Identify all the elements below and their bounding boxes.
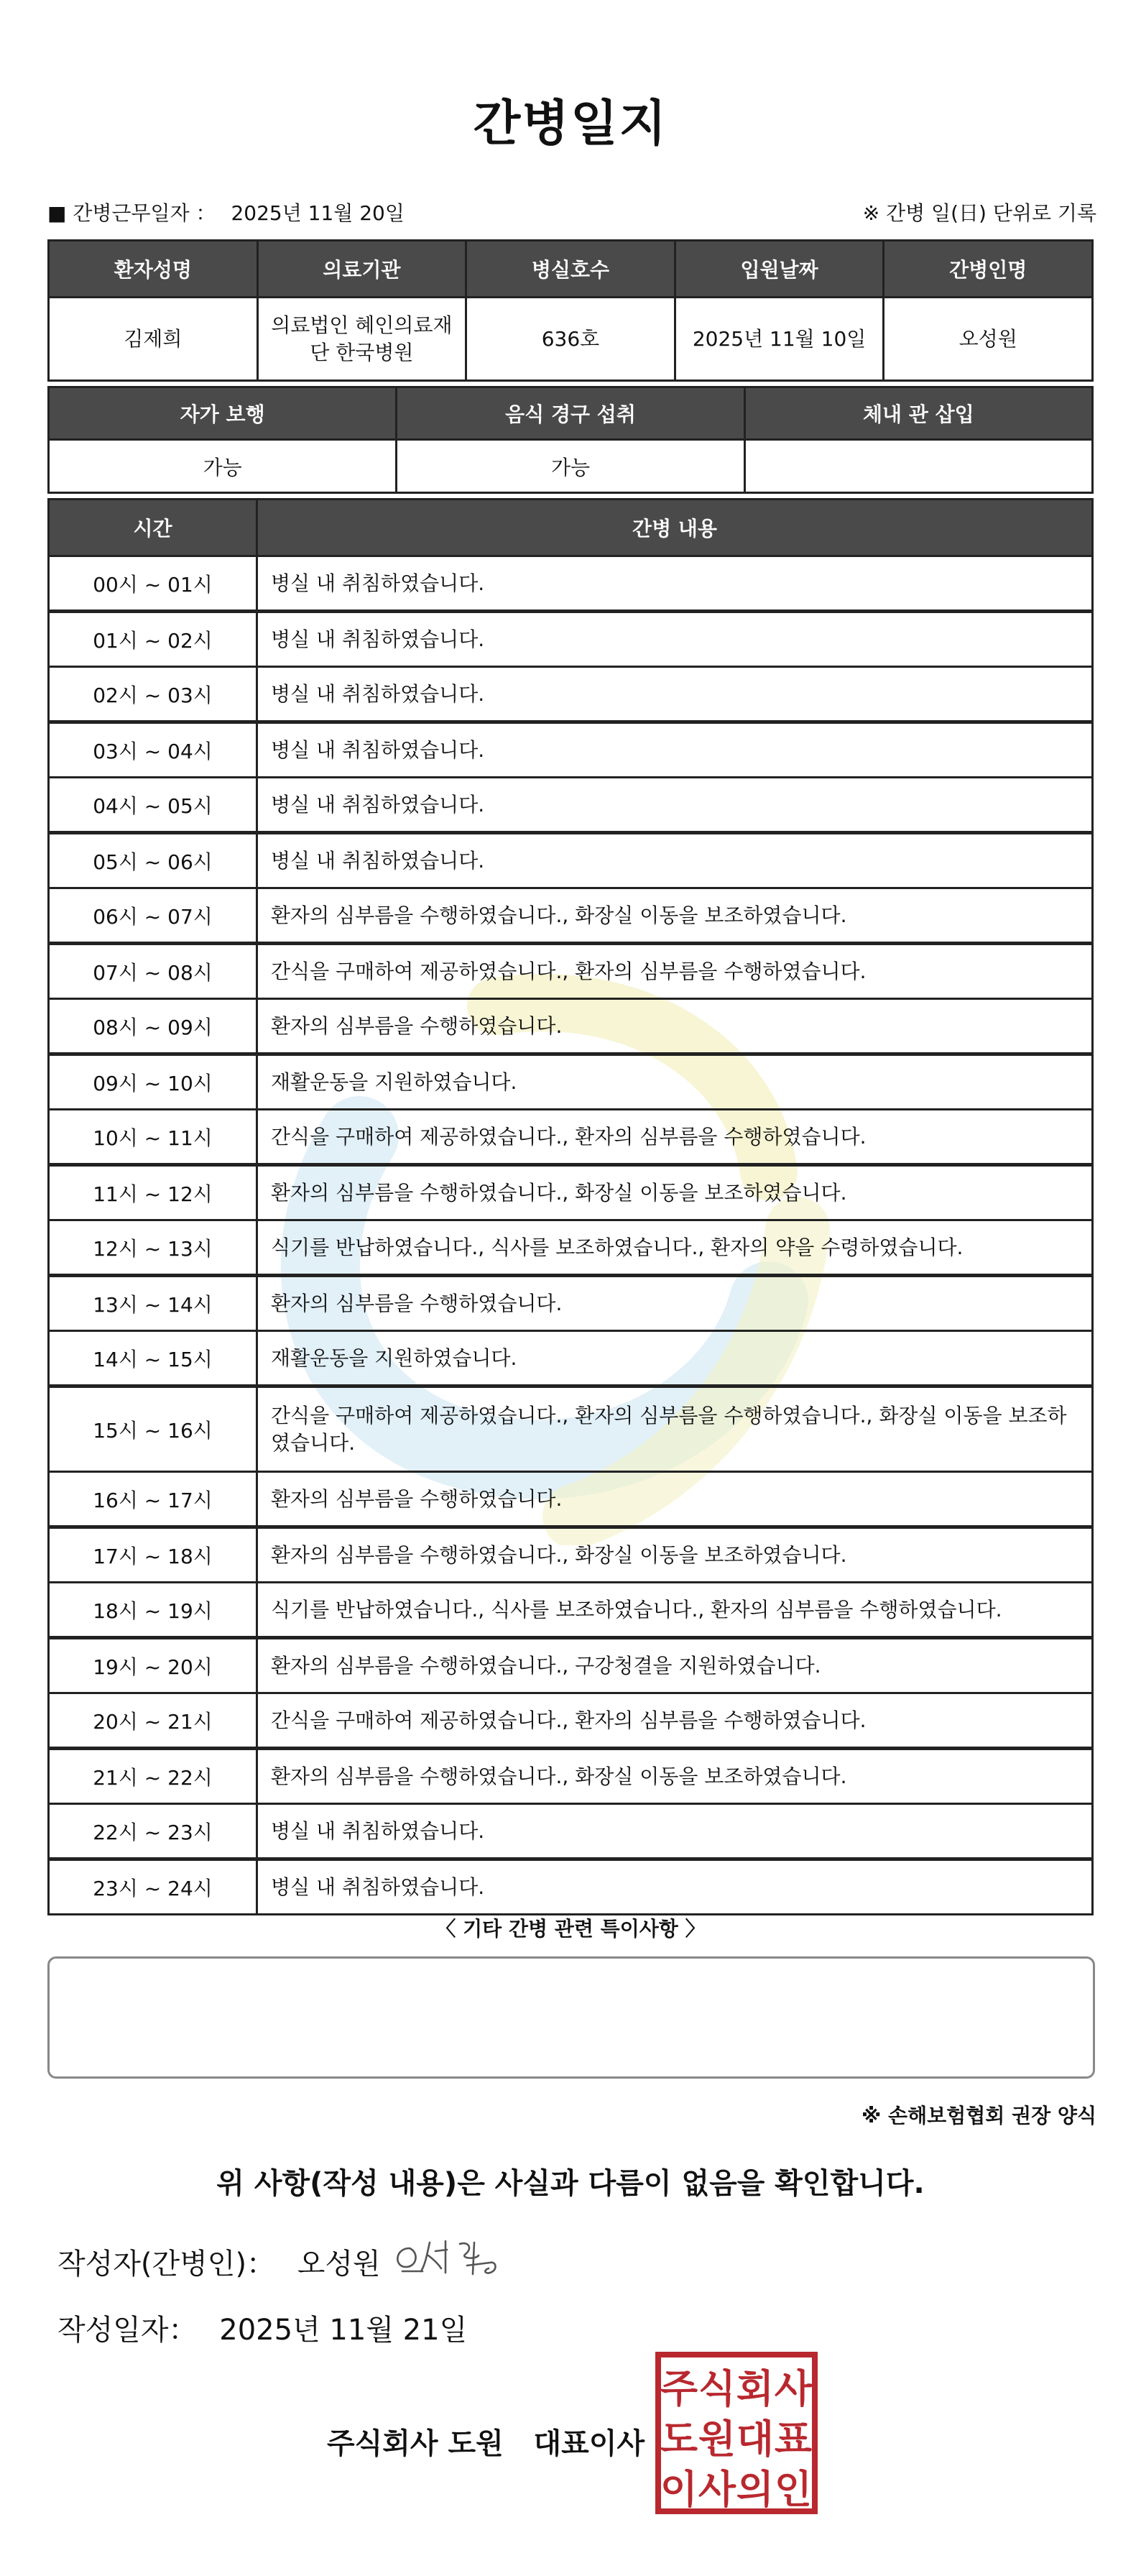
company-representative: 주식회사 도원 대표이사: [327, 2427, 645, 2460]
log-content: 환자의 심부름을 수행하였습니다., 화장실 이동을 보조하였습니다.: [257, 1749, 1093, 1804]
log-content: 환자의 심부름을 수행하였습니다., 화장실 이동을 보조하였습니다.: [257, 1527, 1093, 1583]
table-row: [49, 944, 1093, 999]
log-content: 재활운동을 지원하였습니다.: [257, 1054, 1093, 1110]
log-time: 15시 ~ 16시: [49, 1386, 257, 1472]
log-time: 13시 ~ 14시: [49, 1276, 257, 1331]
remarks-title: 〈 기타 간병 관련 특이사항 〉: [435, 1917, 706, 1941]
table-row: [49, 556, 1093, 612]
table-row: [49, 1749, 1093, 1804]
log-time: 08시 ~ 09시: [49, 999, 257, 1054]
header-admission-date: 입원날짜: [675, 241, 884, 298]
company-seal-stamp: [654, 2350, 819, 2516]
log-time: 07시 ~ 08시: [49, 944, 257, 999]
log-time: 03시 ~ 04시: [49, 722, 257, 778]
tube-insertion-value: [744, 440, 1092, 493]
seal-character: 식: [698, 2366, 736, 2411]
ability-header-row: [49, 387, 1093, 440]
written-date-line: [57, 2307, 467, 2348]
header-care-content: 간병 내용: [257, 500, 1093, 556]
table-row: [49, 1276, 1093, 1331]
table-row: [49, 1110, 1093, 1165]
log-time: 22시 ~ 23시: [49, 1804, 257, 1859]
log-content: 환자의 심부름을 수행하였습니다.: [257, 999, 1093, 1054]
patient-info-header-row: [49, 241, 1093, 298]
header-medical-institution: 의료기관: [257, 241, 466, 298]
log-content: 환자의 심부름을 수행하였습니다.: [257, 1276, 1093, 1331]
handwritten-signature: [388, 2227, 510, 2284]
table-row: [49, 888, 1093, 944]
log-content: 병실 내 취침하였습니다.: [257, 667, 1093, 722]
table-row: [49, 1693, 1093, 1749]
table-row: [49, 1386, 1093, 1472]
log-content: 환자의 심부름을 수행하였습니다.: [257, 1472, 1093, 1527]
room-number: 636호: [466, 298, 675, 381]
table-row: [49, 1638, 1093, 1693]
log-content: 병실 내 취침하였습니다.: [257, 1859, 1093, 1915]
header-tube-insertion: 체내 관 삽입: [744, 387, 1092, 440]
table-row: [49, 778, 1093, 833]
table-row: [49, 722, 1093, 778]
log-header-row: [49, 500, 1093, 556]
unit-note: ※ 간병 일(日) 단위로 기록: [862, 201, 1096, 225]
log-time: 00시 ~ 01시: [49, 556, 257, 612]
log-time: 12시 ~ 13시: [49, 1220, 257, 1276]
seal-character: 대: [736, 2416, 775, 2462]
header-self-walking: 자가 보행: [49, 387, 397, 440]
table-row: [49, 833, 1093, 888]
log-time: 04시 ~ 05시: [49, 778, 257, 833]
recommend-note: ※ 손해보험협회 권장 양식: [861, 2104, 1096, 2128]
table-row: [49, 1859, 1093, 1915]
log-rows: [49, 556, 1093, 1915]
seal-character: 표: [774, 2416, 813, 2462]
log-content: 환자의 심부름을 수행하였습니다., 화장실 이동을 보조하였습니다.: [257, 1165, 1093, 1220]
patient-info-value-row: [49, 298, 1093, 381]
seal-character: 주: [660, 2366, 698, 2411]
seal-character: 원: [698, 2416, 736, 2462]
log-time: 21시 ~ 22시: [49, 1749, 257, 1804]
seal-character: 인: [774, 2467, 813, 2512]
log-content: 식기를 반납하였습니다., 식사를 보조하였습니다., 환자의 약을 수령하였습니다.: [257, 1220, 1093, 1276]
table-row: [49, 612, 1093, 667]
admission-date: 2025년 11월 10일: [675, 298, 884, 381]
log-content: 환자의 심부름을 수행하였습니다., 구강청결을 지원하였습니다.: [257, 1638, 1093, 1693]
log-time: 09시 ~ 10시: [49, 1054, 257, 1110]
table-row: [49, 667, 1093, 722]
log-time: 11시 ~ 12시: [49, 1165, 257, 1220]
ability-value-row: [49, 440, 1093, 493]
patient-info-table: [47, 239, 1094, 382]
log-time: 23시 ~ 24시: [49, 1859, 257, 1915]
table-row: [49, 1472, 1093, 1527]
author-line: [57, 2241, 381, 2282]
log-time: 05시 ~ 06시: [49, 833, 257, 888]
table-row: [49, 1583, 1093, 1638]
log-content: 병실 내 취침하였습니다.: [257, 1804, 1093, 1859]
caregiver-name: 오성원: [884, 298, 1093, 381]
header-patient-name: 환자성명: [49, 241, 258, 298]
table-row: [49, 1220, 1093, 1276]
log-time: 01시 ~ 02시: [49, 612, 257, 667]
table-row: [49, 1331, 1093, 1386]
author-label: 작성자(간병인)：: [57, 2248, 276, 2281]
author-name: 오성원: [297, 2248, 381, 2281]
table-row: [49, 1054, 1093, 1110]
header-time: 시간: [49, 500, 257, 556]
header-room-number: 병실호수: [466, 241, 675, 298]
log-content: 환자의 심부름을 수행하였습니다., 화장실 이동을 보조하였습니다.: [257, 888, 1093, 944]
patient-name: 김제희: [49, 298, 258, 381]
header-oral-intake: 음식 경구 섭취: [397, 387, 744, 440]
table-row: [49, 1165, 1093, 1220]
seal-character: 회: [736, 2366, 775, 2411]
log-time: 18시 ~ 19시: [49, 1583, 257, 1638]
log-content: 간식을 구매하여 제공하였습니다., 환자의 심부름을 수행하였습니다., 화장실 이동을 보조하였습니다.: [257, 1386, 1093, 1472]
header-caregiver-name: 간병인명: [884, 241, 1093, 298]
confirm-statement: 위 사항(작성 내용)은 사실과 다름이 없음을 확인합니다.: [216, 2167, 925, 2200]
work-date: 2025년 11월 20일: [231, 201, 405, 225]
log-content: 식기를 반납하였습니다., 식사를 보조하였습니다., 환자의 심부름을 수행하였습니다.: [257, 1583, 1093, 1638]
seal-character: 사: [698, 2467, 736, 2512]
log-time: 20시 ~ 21시: [49, 1693, 257, 1749]
document-title: 간병일지: [473, 96, 668, 152]
table-row: [49, 1804, 1093, 1859]
self-walking-value: 가능: [49, 440, 397, 493]
log-content: 재활운동을 지원하였습니다.: [257, 1331, 1093, 1386]
log-content: 간식을 구매하여 제공하였습니다., 환자의 심부름을 수행하였습니다.: [257, 1693, 1093, 1749]
table-row: [49, 1527, 1093, 1583]
log-time: 06시 ~ 07시: [49, 888, 257, 944]
seal-character: 의: [736, 2467, 775, 2512]
log-time: 10시 ~ 11시: [49, 1110, 257, 1165]
remarks-box: [47, 1956, 1095, 2079]
written-date: 2025년 11월 21일: [219, 2314, 468, 2347]
work-date-line: [47, 198, 405, 226]
patient-ability-table: [47, 386, 1094, 494]
log-time: 17시 ~ 18시: [49, 1527, 257, 1583]
log-content: 병실 내 취침하였습니다.: [257, 556, 1093, 612]
work-date-label: ■ 간병근무일자 ：: [47, 201, 216, 225]
oral-intake-value: 가능: [397, 440, 744, 493]
table-row: [49, 999, 1093, 1054]
seal-character: 사: [774, 2366, 813, 2411]
log-content: 간식을 구매하여 제공하였습니다., 환자의 심부름을 수행하였습니다.: [257, 944, 1093, 999]
log-time: 16시 ~ 17시: [49, 1472, 257, 1527]
log-content: 병실 내 취침하였습니다.: [257, 833, 1093, 888]
care-log-table: [47, 498, 1094, 1915]
medical-institution: 의료법인 혜인의료재단 한국병원: [257, 298, 466, 381]
log-time: 02시 ~ 03시: [49, 667, 257, 722]
log-content: 병실 내 취침하였습니다.: [257, 778, 1093, 833]
seal-character: 도: [660, 2416, 698, 2462]
seal-character: 이: [660, 2467, 698, 2512]
log-content: 병실 내 취침하였습니다.: [257, 722, 1093, 778]
log-time: 19시 ~ 20시: [49, 1638, 257, 1693]
log-content: 병실 내 취침하였습니다.: [257, 612, 1093, 667]
log-content: 간식을 구매하여 제공하였습니다., 환자의 심부름을 수행하였습니다.: [257, 1110, 1093, 1165]
written-date-label: 작성일자：: [57, 2314, 198, 2347]
log-time: 14시 ~ 15시: [49, 1331, 257, 1386]
